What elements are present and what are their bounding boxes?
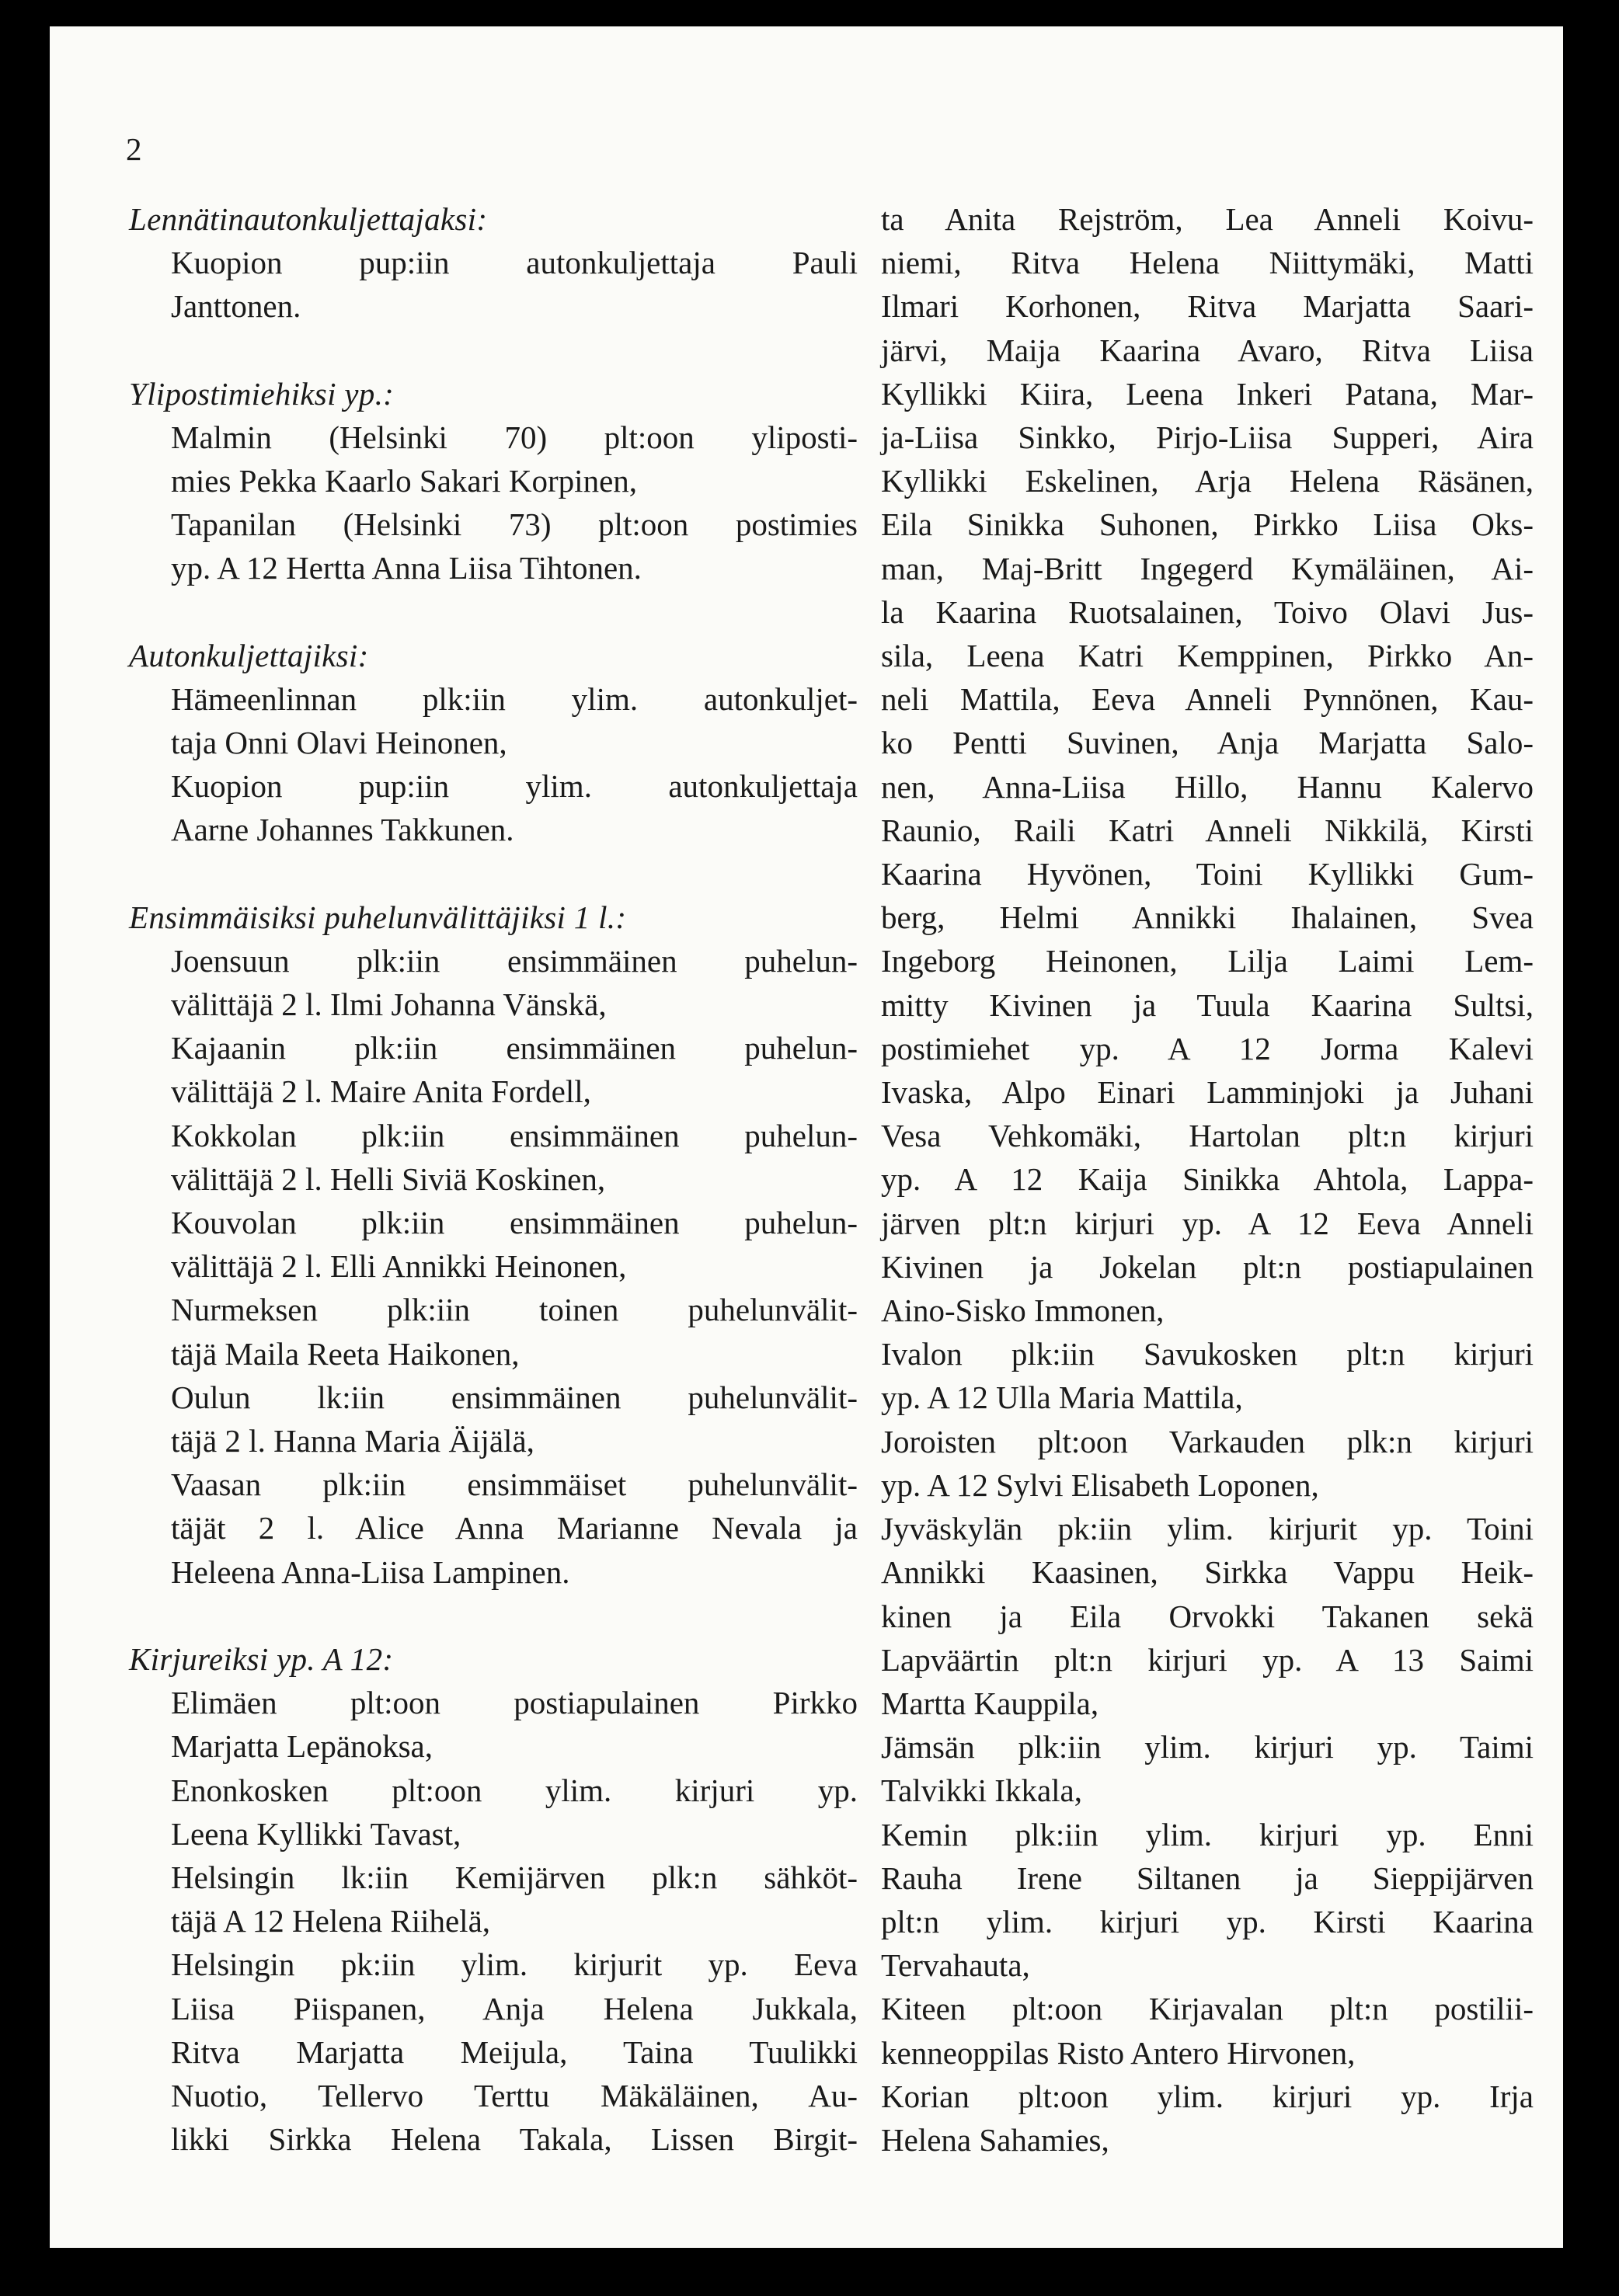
text-line: yp. A 12 Ulla Maria Mattila, — [881, 1379, 1243, 1416]
text-line: Liisa Piispanen, Anja Helena Jukkala, — [171, 1990, 858, 2026]
text-line: välittäjä 2 l. Helli Siviä Koskinen, — [171, 1160, 606, 1197]
text-line: Aarne Johannes Takkunen. — [171, 812, 514, 848]
text-line: Ilmari Korhonen, Ritva Marjatta Saari- — [881, 288, 1534, 325]
text-line: täjät 2 l. Alice Anna Marianne Nevala ja — [171, 1510, 858, 1546]
text-line: kenneoppilas Risto Antero Hirvonen, — [881, 2034, 1356, 2071]
text-line: Nuotio, Tellervo Terttu Mäkäläinen, Au- — [171, 2077, 858, 2113]
text-line: Helsingin pk:iin ylim. kirjurit yp. Eeva — [171, 1946, 858, 1983]
text-line: sila, Leena Katri Kemppinen, Pirkko An- — [881, 638, 1534, 674]
text-line: la Kaarina Ruotsalainen, Toivo Olavi Jus- — [881, 593, 1534, 630]
document-page — [50, 26, 1563, 2248]
text-line: Korian plt:oon ylim. kirjuri yp. Irja — [881, 2078, 1534, 2114]
section — [129, 1637, 858, 2161]
text-line: niemi, Ritva Helena Niittymäki, Matti — [881, 245, 1534, 281]
text-line: Kokkolan plk:iin ensimmäinen puhelun- — [171, 1117, 858, 1153]
text-line: Kuopion pup:iin ylim. autonkuljettaja — [171, 768, 858, 805]
text-line: ko Pentti Suvinen, Anja Marjatta Salo- — [881, 725, 1534, 761]
text-line: Raunio, Raili Katri Anneli Nikkilä, Kirsti — [881, 812, 1534, 848]
section-body — [129, 416, 858, 590]
text-line: täjä A 12 Helena Riihelä, — [171, 1903, 491, 1939]
section-heading: Autonkuljettajiksi: — [129, 637, 369, 673]
right-column — [881, 197, 1534, 2162]
text-line: Aino-Sisko Immonen, — [881, 1292, 1165, 1329]
text-line: yp. A 12 Hertta Anna Liisa Tihtonen. — [171, 550, 642, 586]
text-line: Kyllikki Kiira, Leena Inkeri Patana, Mar- — [881, 375, 1534, 412]
text-line: välittäjä 2 l. Maire Anita Fordell, — [171, 1073, 591, 1110]
text-line: järven plt:n kirjuri yp. A 12 Eeva Anneli — [881, 1205, 1534, 1241]
section — [129, 197, 858, 329]
text-line: välittäjä 2 l. Ilmi Johanna Vänskä, — [171, 986, 607, 1023]
text-line: Annikki Kaasinen, Sirkka Vappu Heik- — [881, 1554, 1534, 1591]
text-line: Leena Kyllikki Tavast, — [171, 1815, 461, 1852]
section-body — [129, 241, 858, 328]
text-line: Jyväskylän pk:iin ylim. kirjurit yp. Toini — [881, 1511, 1534, 1547]
text-line: yp. A 12 Sylvi Elisabeth Loponen, — [881, 1466, 1319, 1503]
text-line: yp. A 12 Kaija Sinikka Ahtola, Lappa- — [881, 1161, 1534, 1198]
text-line: Lapväärtin plt:n kirjuri yp. A 13 Saimi — [881, 1641, 1534, 1678]
text-line: Kajaanin plk:iin ensimmäinen puhelun- — [171, 1030, 858, 1066]
section — [129, 372, 858, 590]
section-body — [129, 677, 858, 852]
text-line: Vesa Vehkomäki, Hartolan plt:n kirjuri — [881, 1118, 1534, 1154]
text-line: Marjatta Lepänoksa, — [171, 1728, 433, 1765]
text-line: Malmin (Helsinki 70) plt:oon yliposti- — [171, 419, 858, 455]
section-body — [129, 939, 858, 1594]
text-line: Eila Sinikka Suhonen, Pirkko Liisa Oks- — [881, 506, 1534, 543]
text-line: Talvikki Ikkala, — [881, 1772, 1082, 1809]
text-line: Kiteen plt:oon Kirjavalan plt:n postilii- — [881, 1991, 1534, 2027]
text-line: Jämsän plk:iin ylim. kirjuri yp. Taimi — [881, 1729, 1534, 1765]
text-line: man, Maj-Britt Ingegerd Kymäläinen, Ai- — [881, 550, 1534, 586]
text-line: Kyllikki Eskelinen, Arja Helena Räsänen, — [881, 463, 1534, 499]
text-line: Rauha Irene Siltanen ja Sieppijärven — [881, 1859, 1534, 1896]
text-line: Heleena Anna-Liisa Lampinen. — [171, 1553, 570, 1590]
section-heading: Kirjureiksi yp. A 12: — [129, 1640, 394, 1677]
text-line: välittäjä 2 l. Elli Annikki Heinonen, — [171, 1248, 627, 1285]
text-line: täjä 2 l. Hanna Maria Äijälä, — [171, 1423, 534, 1459]
section-body — [129, 1681, 858, 2161]
text-line: Kuopion pup:iin autonkuljettaja Pauli — [171, 245, 858, 281]
page-number: 2 — [126, 131, 142, 167]
text-line: Hämeenlinnan plk:iin ylim. autonkuljet- — [171, 680, 858, 717]
text-line: Ivalon plk:iin Savukosken plt:n kirjuri — [881, 1336, 1534, 1372]
text-line: neli Mattila, Eeva Anneli Pynnönen, Kau- — [881, 681, 1534, 718]
text-line: berg, Helmi Annikki Ihalainen, Svea — [881, 899, 1534, 936]
text-line: taja Onni Olavi Heinonen, — [171, 725, 507, 761]
left-column — [129, 197, 858, 2161]
text-line: Oulun lk:iin ensimmäinen puhelunvälit- — [171, 1379, 858, 1415]
section-heading: Ensimmäisiksi puhelunvälittäjiksi 1 l.: — [129, 899, 627, 935]
text-line: nen, Anna-Liisa Hillo, Hannu Kalervo — [881, 768, 1534, 805]
text-line: täjä Maila Reeta Haikonen, — [171, 1335, 520, 1372]
text-line: järvi, Maija Kaarina Avaro, Ritva Liisa — [881, 332, 1534, 368]
text-line: Janttonen. — [171, 288, 301, 325]
text-line: Ritva Marjatta Meijula, Taina Tuulikki — [171, 2033, 858, 2070]
text-line: likki Sirkka Helena Takala, Lissen Birgit- — [171, 2121, 858, 2158]
text-line: Ivaska, Alpo Einari Lamminjoki ja Juhani — [881, 1074, 1534, 1111]
text-line: Martta Kauppila, — [881, 1685, 1099, 1721]
text-line: Joensuun plk:iin ensimmäinen puhelun- — [171, 942, 858, 979]
text-line: Helsingin lk:iin Kemijärven plk:n sähköt- — [171, 1859, 858, 1895]
text-line: mitty Kivinen ja Tuula Kaarina Sultsi, — [881, 986, 1534, 1023]
section-heading: Ylipostimiehiksi yp.: — [129, 375, 395, 412]
text-line: ta Anita Rejström, Lea Anneli Koivu- — [881, 201, 1534, 237]
text-line: Joroisten plt:oon Varkauden plk:n kirjuri — [881, 1423, 1534, 1459]
text-line: Elimäen plt:oon postiapulainen Pirkko — [171, 1685, 858, 1721]
section — [129, 634, 858, 852]
text-line: mies Pekka Kaarlo Sakari Korpinen, — [171, 463, 638, 499]
text-line: Tervahauta, — [881, 1947, 1030, 1984]
text-line: Kouvolan plk:iin ensimmäinen puhelun- — [171, 1205, 858, 1241]
text-line: Kivinen ja Jokelan plt:n postiapulainen — [881, 1248, 1534, 1285]
section-heading: Lennätinautonkuljettajaksi: — [129, 201, 488, 237]
text-line: Kemin plk:iin ylim. kirjuri yp. Enni — [881, 1816, 1534, 1852]
text-line: Enonkosken plt:oon ylim. kirjuri yp. — [171, 1772, 858, 1808]
text-line: kinen ja Eila Orvokki Takanen sekä — [881, 1598, 1534, 1634]
text-line: Tapanilan (Helsinki 73) plt:oon postimies — [171, 506, 858, 543]
text-line: plt:n ylim. kirjuri yp. Kirsti Kaarina — [881, 1903, 1534, 1939]
text-line: ja-Liisa Sinkko, Pirjo-Liisa Supperi, Aira — [881, 419, 1534, 456]
text-line: Vaasan plk:iin ensimmäiset puhelunvälit- — [171, 1466, 858, 1503]
continued-text — [881, 197, 1534, 2162]
text-line: Nurmeksen plk:iin toinen puhelunvälit- — [171, 1292, 858, 1328]
text-line: Helena Sahamies, — [881, 2121, 1109, 2158]
text-line: Kaarina Hyvönen, Toini Kyllikki Gum- — [881, 856, 1534, 892]
text-line: postimiehet yp. A 12 Jorma Kalevi — [881, 1030, 1534, 1066]
text-line: Ingeborg Heinonen, Lilja Laimi Lem- — [881, 943, 1534, 979]
section — [129, 896, 858, 1594]
